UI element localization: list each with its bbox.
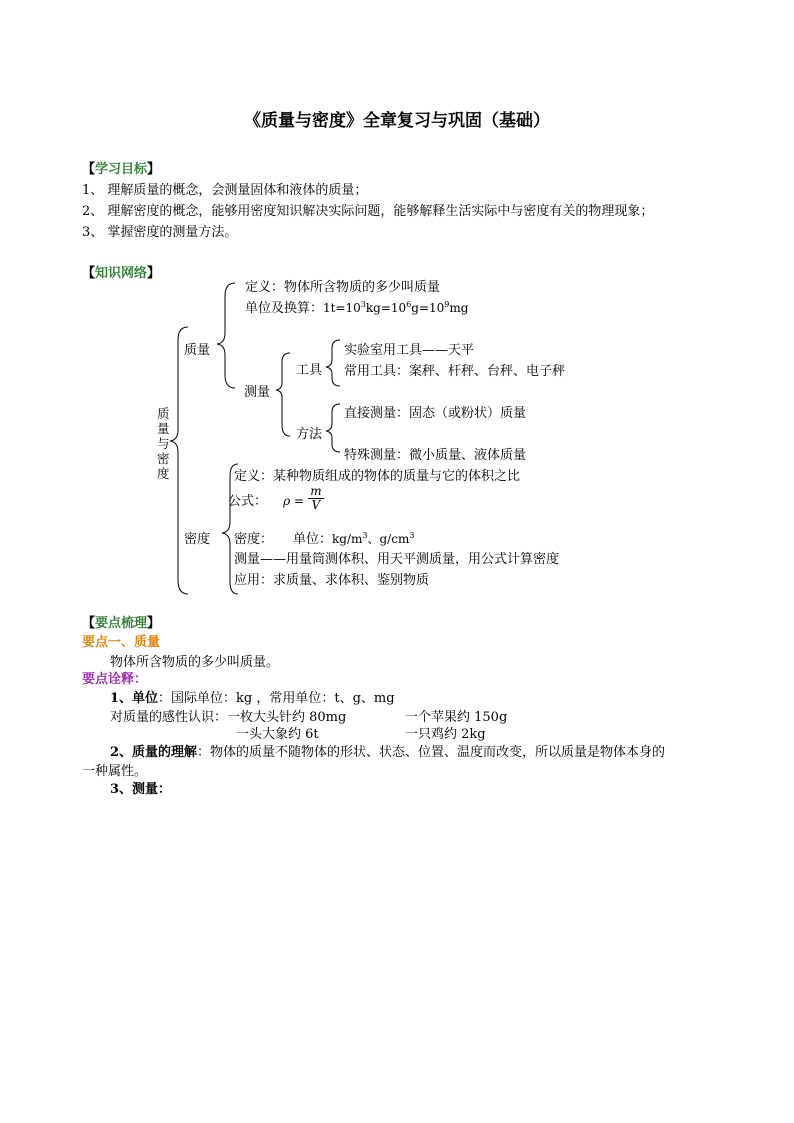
tools-brace [326, 340, 340, 386]
point-one-heading: 要点一、质量 [82, 635, 161, 650]
units-exp: 6 [406, 300, 412, 309]
item-unit-text: ：国际单位：kg ，常用单位：t、g、mg [158, 691, 395, 706]
formula-fraction [308, 485, 323, 512]
item-measure-label: 3、测量： [110, 782, 172, 797]
point-one-text: 物体所含物质的多少叫质量。 [110, 655, 280, 670]
formula-numerator: m [310, 484, 322, 498]
units-part: g=10 [411, 301, 445, 315]
density-application: 应用：求质量、求体积、鉴别物质 [234, 573, 430, 588]
bracket-close: 】 [147, 162, 161, 177]
unit-a-exp: 3 [362, 531, 368, 540]
unit-a: kg/m [332, 532, 363, 546]
mass-definition: 定义：物体所含物质的多少叫质量 [245, 280, 441, 295]
item-understanding-text: ：物体的质量不随物体的形状、状态、位置、温度而改变，所以质量是物体本身的 [197, 745, 666, 760]
units-part: kg=10 [365, 301, 407, 315]
unit-prefix: 密度： [234, 532, 274, 547]
mass-units-prefix: 单位及换算： [245, 301, 324, 316]
sense-chicken: 一只鸡约 2kg [405, 727, 486, 742]
bracket-close: 】 [147, 616, 161, 631]
item-unit [110, 687, 395, 706]
item-understanding-cont: 一种属性。 [82, 764, 148, 779]
root-label: 质量与密度 [157, 406, 170, 481]
bracket-open: 【 [82, 266, 96, 281]
measure-brace [276, 353, 290, 436]
tool-item: 实验室用工具——天平 [344, 343, 475, 358]
page-title: 《质量与密度》全章复习与巩固（基础） [244, 111, 550, 131]
units-part: 1t=10 [323, 301, 361, 315]
units-exp: 3 [360, 300, 366, 309]
bracket-open: 【 [82, 162, 96, 177]
density-measure: 测量——用量筒测体积、用天平测质量，用公式计算密度 [234, 552, 560, 567]
formula-lhs: ρ = [283, 494, 305, 508]
tools-label: 工具 [296, 363, 323, 378]
sense-apple: 一个苹果约 150g [405, 710, 508, 725]
formula-prefix: 公式： [228, 494, 268, 509]
measure-label: 测量 [244, 385, 271, 400]
network-header-label: 知识网络 [95, 266, 148, 281]
goal-item: 3、 掌握密度的测量方法。 [82, 225, 238, 240]
item-unit-label: 1、单位 [110, 691, 159, 706]
mass-brace [217, 283, 235, 388]
density-definition: 定义：某种物质组成的物体的质量与它的体积之比 [234, 469, 521, 484]
unit-sep: 、g/cm [367, 532, 410, 546]
unit-b-exp: 3 [409, 531, 415, 540]
density-unit [234, 528, 414, 547]
units-part: mg [449, 301, 469, 315]
methods-brace [326, 404, 340, 452]
goal-item: 2、 理解密度的概念，能够用密度知识解决实际问题，能够解释生活实际中与密度有关的物理现象； [82, 204, 654, 219]
item-understanding [110, 741, 665, 760]
density-formula [228, 484, 324, 512]
goal-item: 1、 理解质量的概念，会测量固体和液体的质量； [82, 183, 368, 198]
sense-line-1: 对质量的感性认识：一枚大头针约 80mg [110, 710, 347, 725]
points-header [82, 612, 160, 631]
points-header-label: 要点梳理 [95, 616, 148, 631]
units-exp: 9 [444, 300, 450, 309]
mass-units [245, 297, 468, 316]
annotation-heading: 要点诠释： [82, 672, 148, 687]
mass-label: 质量 [184, 343, 211, 358]
sense-elephant: 一头大象约 6t [236, 727, 319, 742]
method-item: 直接测量：固态（或粉状）质量 [344, 406, 527, 421]
formula-denominator: V [311, 498, 321, 512]
bracket-open: 【 [82, 616, 96, 631]
density-label: 密度 [184, 532, 211, 547]
bracket-close: 】 [147, 266, 161, 281]
method-item: 特殊测量：微小质量、液体质量 [344, 448, 527, 463]
methods-label: 方法 [296, 427, 323, 442]
goals-header-label: 学习目标 [95, 162, 148, 177]
root-brace [170, 327, 188, 594]
item-understanding-label: 2、质量的理解 [110, 745, 198, 760]
tool-item: 常用工具：案秤、杆秤、台秤、电子秤 [344, 364, 566, 379]
unit-label: 单位： [293, 532, 333, 547]
